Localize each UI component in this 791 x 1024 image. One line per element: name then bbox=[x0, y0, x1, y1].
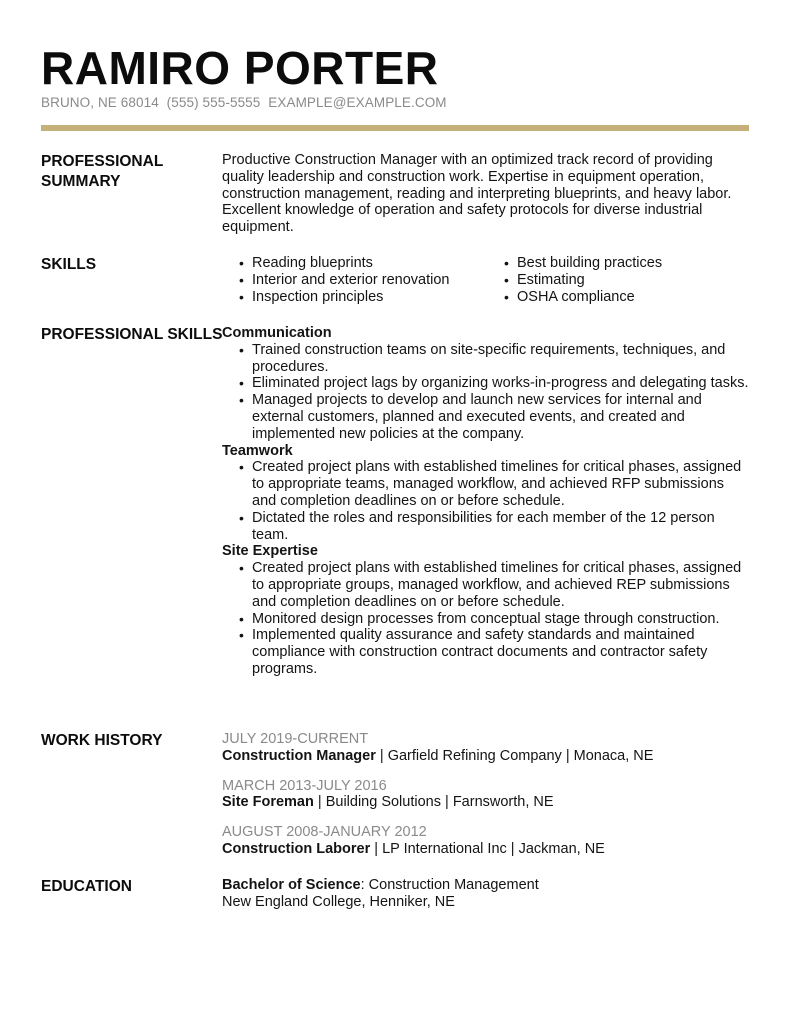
skill-group-bullets bbox=[222, 560, 752, 678]
separator: | bbox=[445, 794, 449, 811]
candidate-name: RAMIRO PORTER bbox=[41, 42, 439, 94]
skill-item: • OSHA compliance bbox=[487, 289, 752, 306]
job-location: Farnsworth, NE bbox=[452, 794, 554, 811]
separator: | bbox=[317, 794, 322, 811]
job-date: JULY 2019-CURRENT bbox=[222, 731, 369, 747]
separator: | bbox=[374, 840, 379, 857]
job-role: Construction Manager bbox=[222, 747, 376, 764]
job-date: AUGUST 2008-JANUARY 2012 bbox=[222, 824, 427, 841]
contact-location: BRUNO, NE 68014 bbox=[41, 95, 159, 110]
skill-item: • Inspection principles bbox=[222, 289, 487, 306]
job-details bbox=[222, 794, 752, 811]
job-details bbox=[222, 748, 752, 765]
summary-title: PROFESSIONAL SUMMARY bbox=[41, 153, 164, 190]
skill-group-heading: Site Expertise bbox=[222, 543, 318, 560]
job-role: Construction Laborer bbox=[222, 840, 371, 857]
header-divider bbox=[41, 125, 749, 131]
professional-skills-title: PROFESSIONAL SKILLS bbox=[41, 326, 223, 343]
work-history-body bbox=[222, 731, 752, 871]
bullet-item: • Created project plans with established timelines for critical phases, assigned to appropriate teams, managed workflow, and achieved RFP submissions and completion deadlines on or before schedule. bbox=[222, 459, 752, 509]
job-company: LP International Inc bbox=[382, 840, 507, 857]
skill-item: • Interior and exterior renovation bbox=[222, 272, 487, 289]
skill-group-heading: Communication bbox=[222, 325, 332, 341]
bullet-item: • Dictated the roles and responsibilities for each member of the 12 person team. bbox=[222, 510, 752, 544]
skill-group-bullets bbox=[222, 342, 752, 443]
job-entry bbox=[222, 778, 752, 812]
job-location: Jackman, NE bbox=[518, 840, 605, 857]
contact-line bbox=[41, 95, 451, 110]
skill-group-bullets bbox=[222, 459, 752, 543]
summary-text: Productive Construction Manager with an optimized track record of providing quality leadership and construction work. Expertise in equipment operation, construction management, reading and interpreting blueprints, and heavy labor. Excellent knowledge of operation and safety protocols for diverse industrial equipment. bbox=[222, 152, 732, 236]
contact-email: EXAMPLE@EXAMPLE.COM bbox=[268, 95, 447, 110]
skill-item: • Estimating bbox=[487, 272, 752, 289]
bullet-item: • Trained construction teams on site-specific requirements, techniques, and procedures. bbox=[222, 342, 752, 376]
bullet-item: • Monitored design processes from conceptual stage through construction. bbox=[222, 611, 752, 628]
school: New England College, Henniker, NE bbox=[222, 893, 455, 910]
job-company: Garfield Refining Company bbox=[387, 747, 562, 764]
skills-list bbox=[222, 255, 752, 305]
job-location: Monaca, NE bbox=[573, 747, 654, 764]
bullet-item: • Created project plans with established timelines for critical phases, assigned to appropriate groups, managed workflow, and achieved REP submissions and completion deadlines on or before schedule. bbox=[222, 560, 752, 610]
job-details bbox=[222, 841, 752, 858]
skills-right-column bbox=[487, 255, 752, 305]
job-entry bbox=[222, 731, 752, 765]
degree-line: Bachelor of Science: Construction Management bbox=[222, 877, 539, 893]
skills-title: SKILLS bbox=[41, 256, 97, 273]
education-title: EDUCATION bbox=[41, 878, 132, 895]
professional-skills-body bbox=[222, 325, 752, 678]
contact-phone: (555) 555-5555 bbox=[166, 95, 261, 110]
bullet-item: • Eliminated project lags by organizing works-in-progress and delegating tasks. bbox=[222, 375, 752, 392]
work-history-title: WORK HISTORY bbox=[41, 732, 163, 749]
job-company: Building Solutions bbox=[325, 794, 441, 811]
bullet-item: • Managed projects to develop and launch new services for internal and external customers, planned and executed events, and created and implemented new policies at the company. bbox=[222, 392, 752, 442]
education-body bbox=[222, 877, 752, 911]
bullet-item: • Implemented quality assurance and safety standards and maintained compliance with construction contract documents and contractor safety programs. bbox=[222, 627, 752, 677]
job-role: Site Foreman bbox=[222, 794, 314, 811]
separator: | bbox=[379, 747, 384, 764]
skill-item: • Reading blueprints bbox=[222, 255, 487, 272]
separator: | bbox=[565, 747, 570, 764]
degree-field: Construction Management bbox=[368, 877, 539, 893]
degree: Bachelor of Science bbox=[222, 877, 361, 893]
job-date: MARCH 2013-JULY 2016 bbox=[222, 777, 387, 794]
separator: | bbox=[510, 840, 515, 857]
skill-item: • Best building practices bbox=[487, 255, 752, 272]
job-entry bbox=[222, 824, 752, 858]
skills-left-column bbox=[222, 255, 487, 305]
skill-group-heading: Teamwork bbox=[222, 442, 293, 459]
